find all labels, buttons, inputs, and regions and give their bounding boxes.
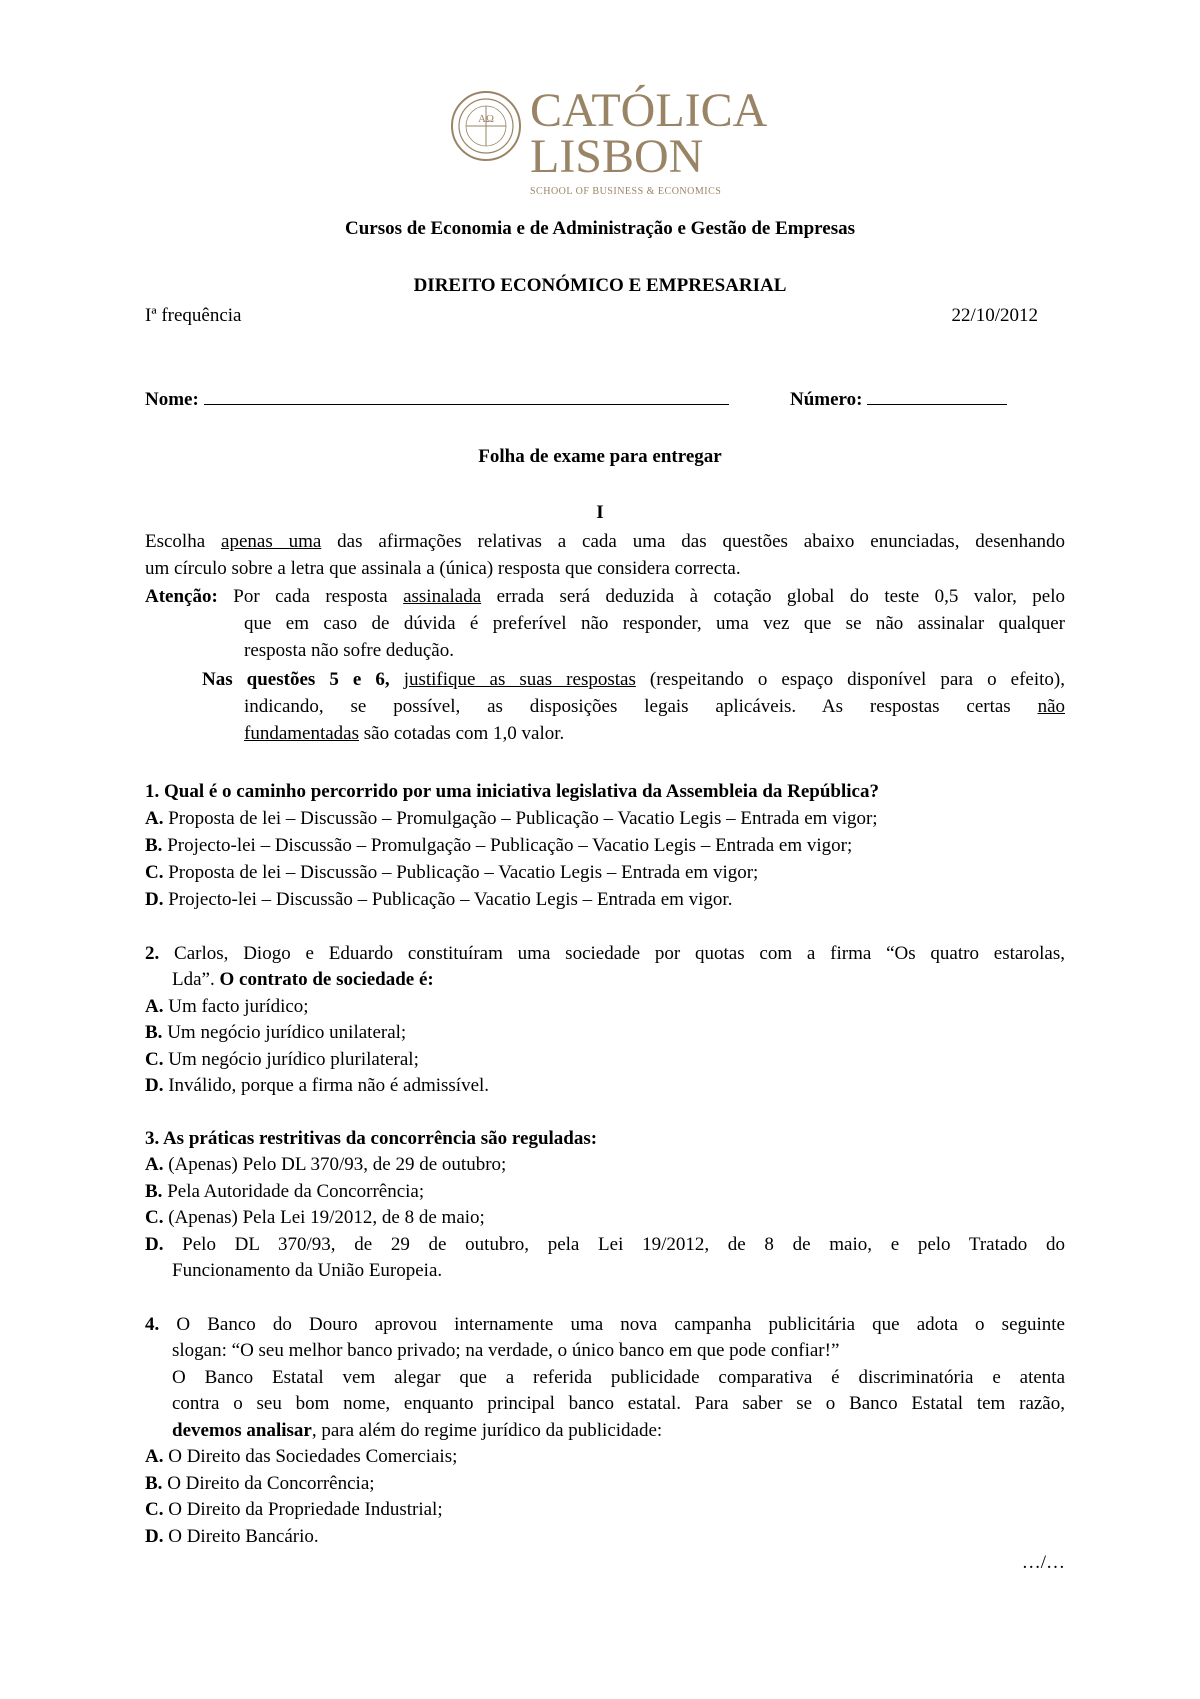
exam-date: 22/10/2012 [951, 305, 1038, 326]
question-1: 1. Qual é o caminho percorrido por uma iniciativa legislativa da Assembleia da República? [145, 781, 879, 802]
note-line-3: fundamentadas são cotadas com 1,0 valor. [244, 723, 565, 744]
q3-option-a[interactable]: A. (Apenas) Pelo DL 370/93, de 29 de outubro; [145, 1154, 507, 1175]
q2-option-c[interactable]: C. Um negócio jurídico plurilateral; [145, 1049, 419, 1070]
question-4-line-4: contra o seu bom nome, enquanto principal banco estatal. Para saber se o Banco Estatal tem razão, [172, 1393, 1065, 1414]
number-row [790, 386, 1007, 413]
question-2-line-1: 2. Carlos, Diogo e Eduardo constituíram uma sociedade por quotas com a firma “Os quatro estarolas, [145, 943, 1065, 964]
catolica-logo [450, 84, 768, 197]
number-label: Número: [790, 389, 863, 410]
q3-option-d[interactable]: D. Pelo DL 370/93, de 29 de outubro, pela Lei 19/2012, de 8 de maio, e pelo Tratado do [145, 1234, 1065, 1255]
seal-icon [450, 90, 522, 162]
q4-option-b[interactable]: B. O Direito da Concorrência; [145, 1473, 375, 1494]
instructions-line-1: Escolha apenas uma das afirmações relativas a cada uma das questões abaixo enunciadas, desenhando [145, 531, 1065, 552]
q1-option-b[interactable]: B. Projecto-lei – Discussão – Promulgação – Publicação – Vacatio Legis – Entrada em vigor; [145, 835, 853, 856]
question-4-line-2: slogan: “O seu melhor banco privado; na verdade, o único banco em que pode confiar!” [172, 1340, 840, 1361]
logo-text [530, 86, 767, 197]
exam-type: Iª frequência [145, 305, 242, 326]
name-row [145, 386, 729, 413]
note-line-2: indicando, se possível, as disposições legais aplicáveis. As respostas certas não [244, 696, 1065, 717]
attention-line-1: Atenção: Por cada resposta assinalada errada será deduzida à cotação global do teste 0,5 valor, pelo [145, 586, 1065, 607]
q4-option-a[interactable]: A. O Direito das Sociedades Comerciais; [145, 1446, 458, 1467]
q3-option-d-cont: Funcionamento da União Europeia. [172, 1260, 443, 1281]
logo-line-lisbon: LISBON [530, 130, 704, 183]
continuation-mark: …/… [1021, 1552, 1065, 1573]
logo-line-catolica: CATÓLICA [530, 84, 768, 137]
name-label: Nome: [145, 389, 199, 410]
section-number: I [596, 502, 604, 523]
attention-line-3: resposta não sofre dedução. [244, 640, 454, 661]
question-4-line-3: O Banco Estatal vem alegar que a referida publicidade comparativa é discriminatória e atenta [172, 1367, 1065, 1388]
instructions-line-2: um círculo sobre a letra que assinala a (única) resposta que considera correcta. [145, 558, 741, 579]
q3-option-b[interactable]: B. Pela Autoridade da Concorrência; [145, 1181, 425, 1202]
q2-option-b[interactable]: B. Um negócio jurídico unilateral; [145, 1022, 407, 1043]
q2-option-d[interactable]: D. Inválido, porque a firma não é admissível. [145, 1075, 490, 1096]
q4-option-d[interactable]: D. O Direito Bancário. [145, 1526, 319, 1547]
question-4-line-1: 4. O Banco do Douro aprovou internamente uma nova campanha publicitária que adota o seguinte [145, 1314, 1065, 1335]
name-field[interactable] [204, 386, 729, 405]
q1-option-c[interactable]: C. Proposta de lei – Discussão – Publicação – Vacatio Legis – Entrada em vigor; [145, 862, 759, 883]
q4-option-c[interactable]: C. O Direito da Propriedade Industrial; [145, 1499, 443, 1520]
courses-title: Cursos de Economia e de Administração e Gestão de Empresas [345, 218, 855, 239]
q1-option-a[interactable]: A. Proposta de lei – Discussão – Promulgação – Publicação – Vacatio Legis – Entrada em vigor; [145, 808, 878, 829]
attention-label: Atenção: [145, 586, 218, 607]
attention-line-2: que em caso de dúvida é preferível não responder, uma vez que se não assinalar qualquer [244, 613, 1065, 634]
sheet-title: Folha de exame para entregar [478, 446, 722, 467]
question-3: 3. As práticas restritivas da concorrência são reguladas: [145, 1128, 598, 1149]
q2-option-a[interactable]: A. Um facto jurídico; [145, 996, 309, 1017]
q3-option-c[interactable]: C. (Apenas) Pela Lei 19/2012, de 8 de maio; [145, 1207, 485, 1228]
number-field[interactable] [867, 386, 1007, 405]
question-4-line-5: devemos analisar, para além do regime jurídico da publicidade: [172, 1420, 663, 1441]
seal-text: AΩ [477, 113, 495, 125]
subject-title: DIREITO ECONÓMICO E EMPRESARIAL [413, 275, 787, 296]
logo-line-school: SCHOOL OF BUSINESS & ECONOMICS [530, 186, 722, 197]
question-2-line-2: Lda”. O contrato de sociedade é: [172, 969, 434, 990]
note-line-1: Nas questões 5 e 6, justifique as suas respostas (respeitando o espaço disponível para o efeito), [202, 669, 1065, 690]
q1-option-d[interactable]: D. Projecto-lei – Discussão – Publicação – Vacatio Legis – Entrada em vigor. [145, 889, 733, 910]
